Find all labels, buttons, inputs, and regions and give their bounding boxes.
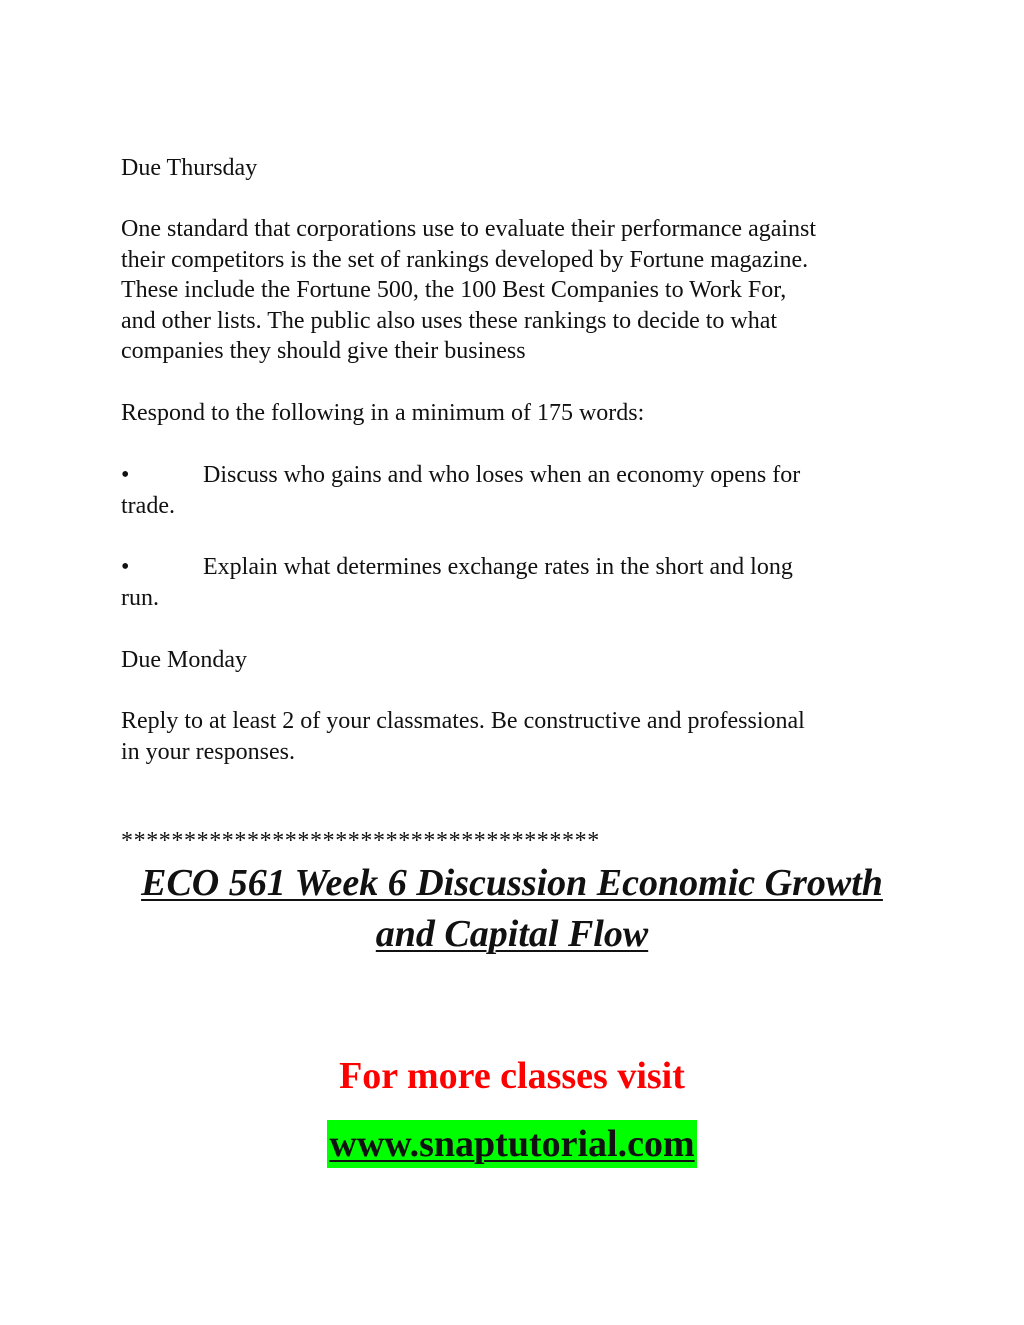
title-line: ECO 561 Week 6 Discussion Economic Growth	[141, 862, 883, 904]
intro-line: One standard that corporations use to evaluate their performance against	[121, 216, 817, 242]
reply-line: Reply to at least 2 of your classmates. Be constructive and professional	[121, 708, 805, 734]
bullet-text-continued: trade.	[121, 492, 175, 519]
bullet-text-continued: run.	[121, 584, 159, 611]
page-title	[100, 858, 924, 960]
intro-line: and other lists. The public also uses these rankings to decide to what	[121, 307, 778, 334]
due-thursday-heading: Due Thursday	[121, 155, 258, 181]
bullet-text: Discuss who gains and who loses when an economy opens for	[203, 462, 801, 488]
link-container	[0, 1120, 1024, 1168]
separator-line: **************************************	[121, 828, 600, 854]
intro-paragraph	[121, 214, 911, 367]
snaptutorial-link[interactable]: www.snaptutorial.com	[327, 1120, 696, 1168]
due-monday-heading: Due Monday	[121, 647, 247, 673]
respond-prompt: Respond to the following in a minimum of 175 words:	[121, 400, 645, 426]
reply-line: in your responses.	[121, 738, 295, 765]
title-line: and Capital Flow	[375, 913, 649, 955]
visit-text: For more classes visit	[339, 1055, 685, 1097]
bullet-icon: •	[121, 462, 130, 488]
intro-line: These include the Fortune 500, the 100 Best Companies to Work For,	[121, 277, 787, 303]
reply-paragraph	[121, 706, 911, 767]
bullet-item-trade	[121, 460, 911, 521]
bullet-icon: •	[121, 554, 130, 580]
bullet-text: Explain what determines exchange rates in the short and long	[203, 554, 793, 580]
intro-line: their competitors is the set of rankings developed by Fortune magazine.	[121, 246, 809, 273]
intro-line: companies they should give their business	[121, 338, 526, 364]
bullet-item-exchange	[121, 552, 911, 613]
